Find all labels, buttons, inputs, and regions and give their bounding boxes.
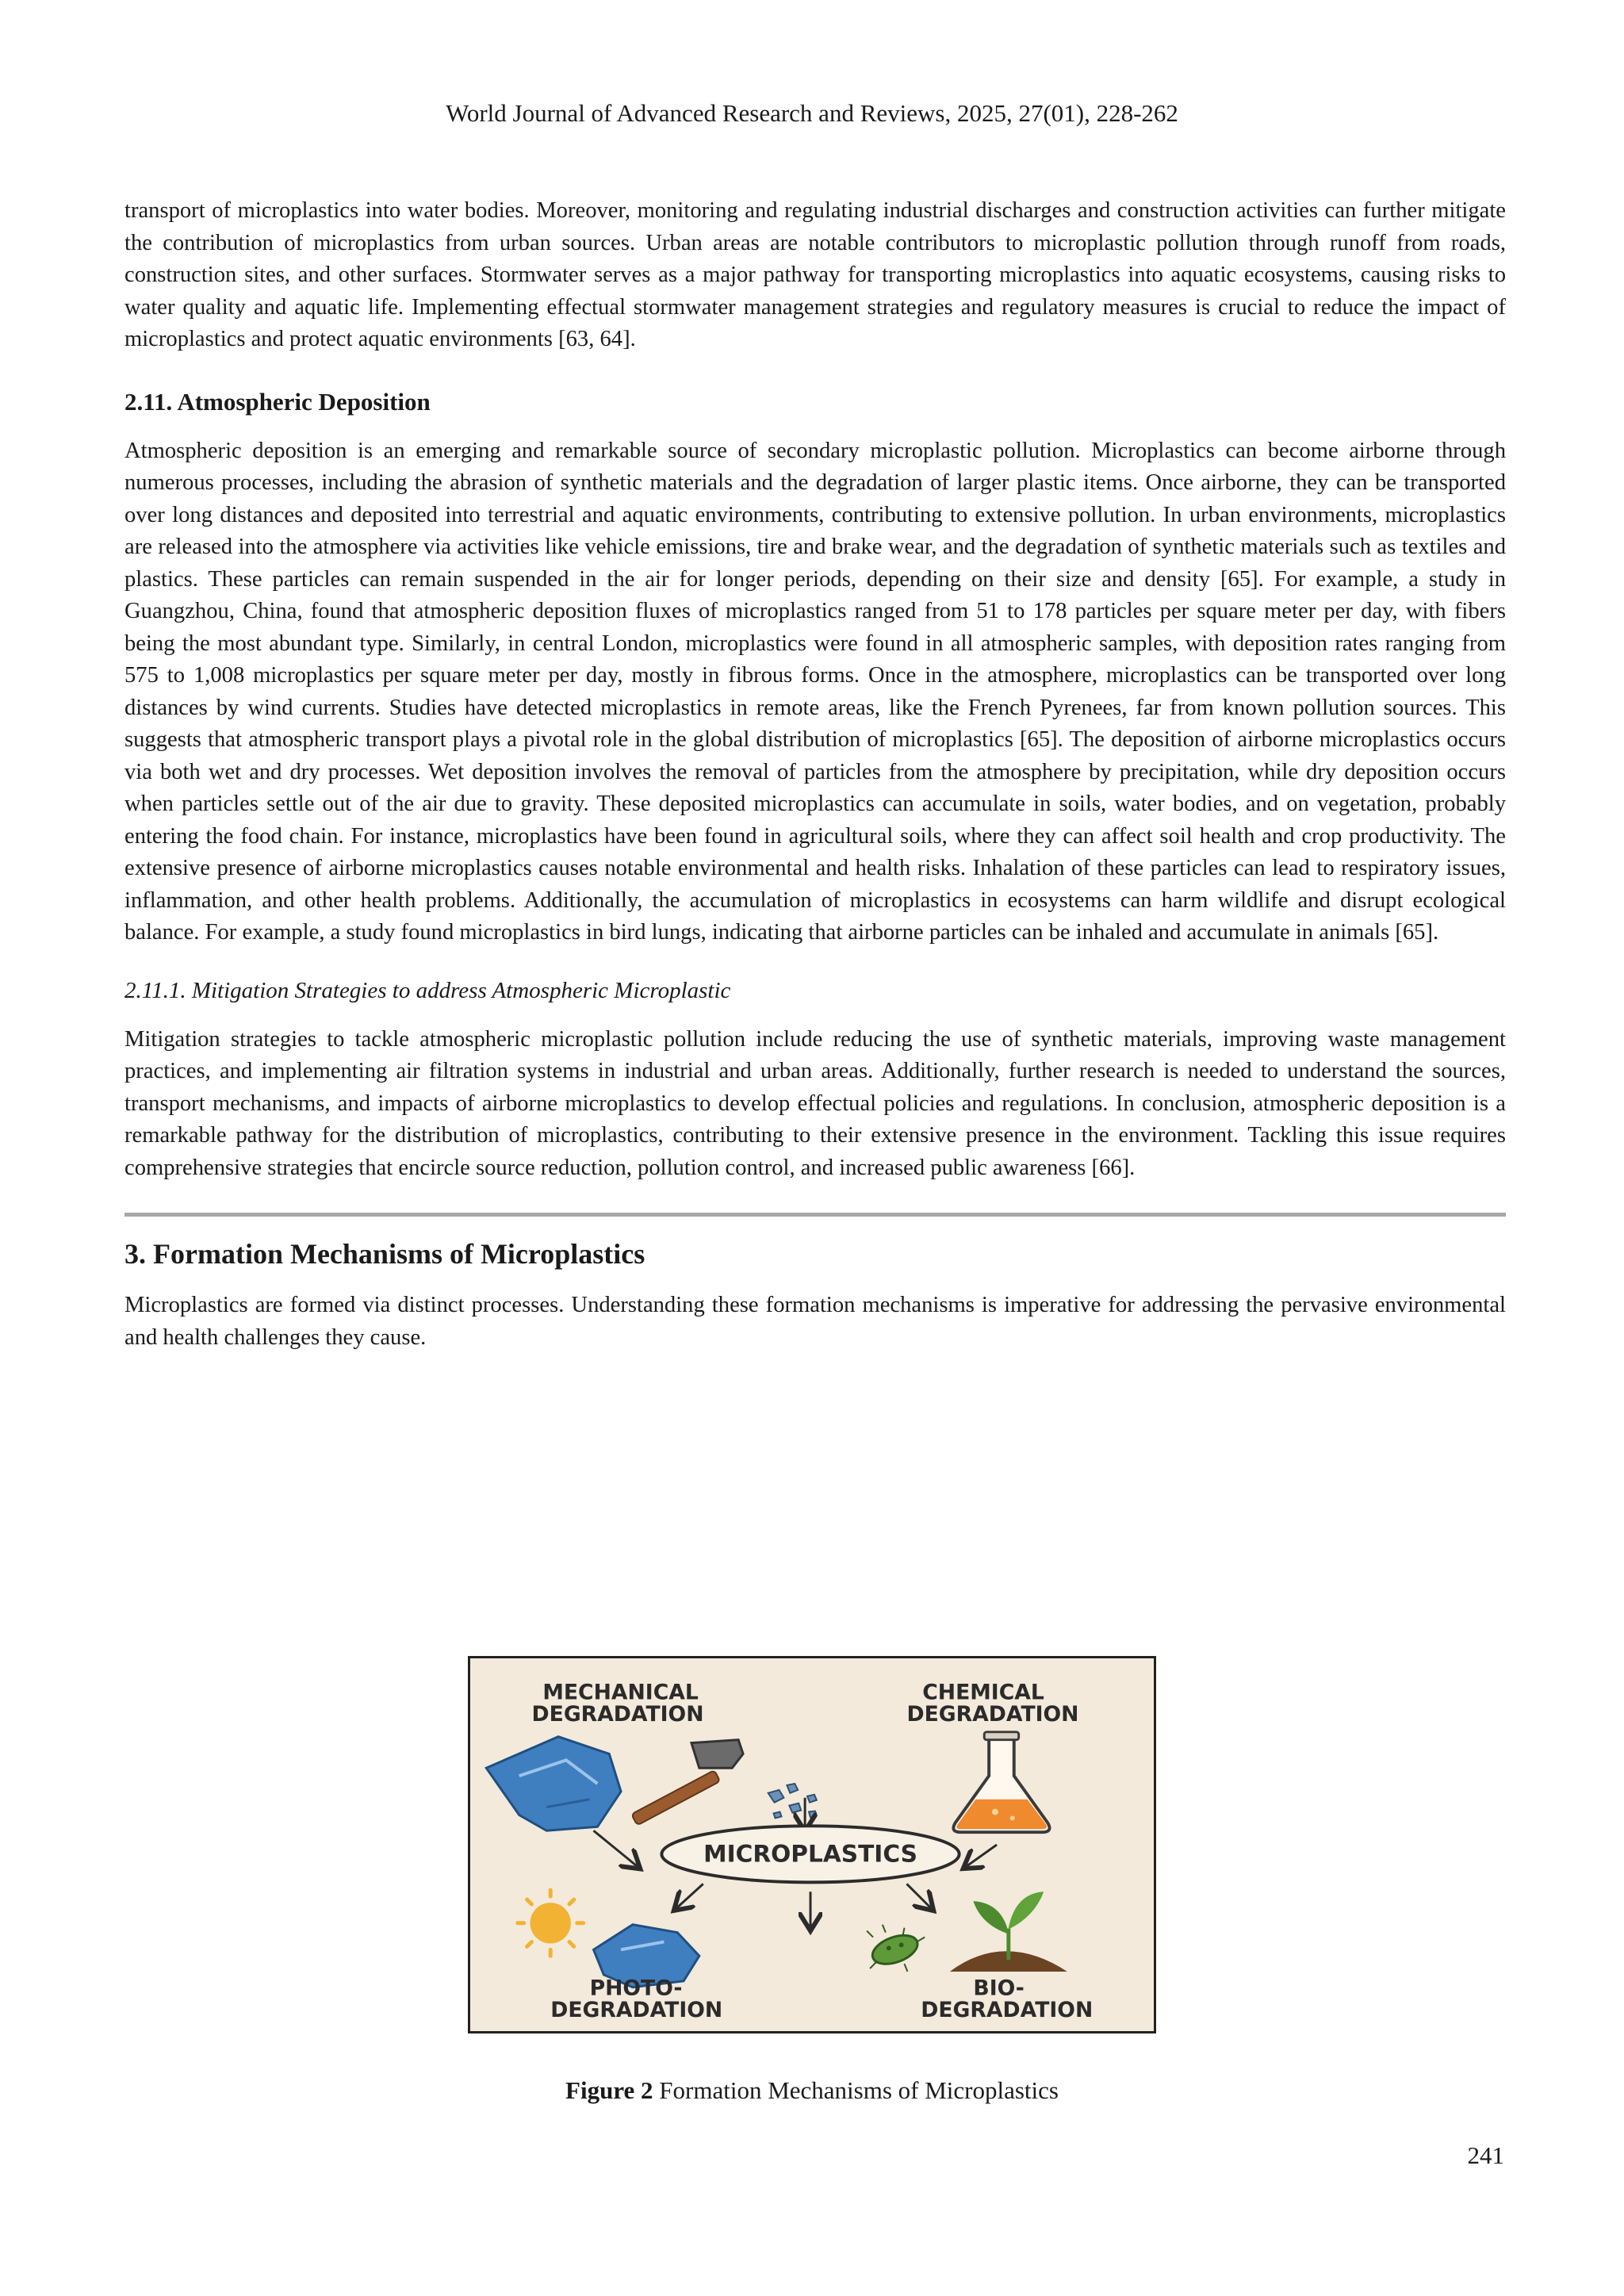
label-photo-line1: PHOTO- [589,1976,683,2001]
section-divider [124,1213,1506,1217]
journal-header: World Journal of Advanced Research and Reviews, 2025, 27(01), 228-262 [446,99,1178,127]
paragraph-atmospheric-deposition: Atmospheric deposition is an emerging and remarkable source of secondary microplastic pollution. Microplastics can become airborne through numerous processes, including the abrasion of synthetic materials and the degradation of larger plastic items. Once airborne, they can be transported over long distances and deposited into terrestrial and aquatic environments, contributing to extensive pollution. In urban environments, microplastics are released into the atmosphere via activities like vehicle emissions, tire and brake wear, and the degradation of synthetic materials such as textiles and plastics. These particles can remain suspended in the air for longer periods, depending on their size and density [65]. For example, a study in Guangzhou, China, found that atmospheric deposition fluxes of microplastics ranged from 51 to 178 particles per square meter per day, with fibers being the most abundant type. Similarly, in central London, microplastics were found in all atmospheric samples, with deposition rates ranging from 575 to 1,008 microplastics per square meter per day, mostly in fibrous forms. Once in the atmosphere, microplastics can be transported over long distances by wind currents. Studies have detected microplastics in remote areas, like the French Pyrenees, far from known pollution sources. This suggests that atmospheric transport plays a pivotal role in the global distribution of microplastics [65]. The deposition of airborne microplastics occurs via both wet and dry processes. Wet deposition involves the removal of particles from the atmosphere by precipitation, while dry deposition occurs when particles settle out of the air due to gravity. These deposited microplastics can accumulate in soils, water bodies, and on vegetation, probably entering the food chain. For instance, microplastics have been found in agricultural soils, where they can affect soil health and crop productivity. The extensive presence of airborne microplastics causes notable environmental and health risks. Inhalation of these particles can lead to respiratory issues, inflammation, and other health problems. Additionally, the accumulation of microplastics in ecosystems can harm wildlife and disrupt ecological balance. For example, a study found microplastics in bird lungs, indicating that airborne particles can be inhaled and accumulate in animals [65]. [124,438,1506,945]
figure-formation-mechanisms [468,1656,1156,2033]
figure-caption-label: Figure 2 [565,2076,653,2104]
page-number: 241 [1467,2141,1504,2169]
figure-caption [0,2076,1624,2105]
section-heading-2-11: 2.11. Atmospheric Deposition [124,387,431,416]
plastic-sheet-icon [486,1737,621,1830]
label-chemical-line1: CHEMICAL [922,1680,1044,1705]
section-heading-3: 3. Formation Mechanisms of Microplastics [124,1238,645,1270]
sun-icon [518,1890,584,1956]
flask-icon [953,1732,1049,1832]
arrow-mechanical [594,1830,637,1865]
label-photo-line2: DEGRADATION [550,1998,723,2023]
label-mechanical-line1: MECHANICAL [542,1680,699,1705]
arrow-bio [906,1884,930,1907]
hammer-icon [631,1740,743,1826]
figure-caption-text: Formation Mechanisms of Microplastics [659,2076,1059,2104]
sprout-icon [950,1892,1067,1972]
label-bio-line1: BIO- [973,1976,1025,2001]
article-body [124,195,1506,1354]
label-mechanical-line2: DEGRADATION [531,1701,704,1727]
bacterium-icon [867,1925,925,1972]
label-bio-line2: DEGRADATION [921,1998,1094,2023]
label-chemical-line2: DEGRADATION [906,1701,1079,1727]
paragraph-mitigation: Mitigation strategies to tackle atmospheric microplastic pollution include reducing the use of synthetic materials, improving waste management practices, and implementing air filtration systems in industrial and urban areas. Additionally, further research is needed to understand the sources, transport mechanisms, and impacts of airborne microplastics to develop effectual policies and regulations. In conclusion, atmospheric deposition is a remarkable pathway for the distribution of microplastics, contributing to their extensive presence in the environment. Tackling this issue requires comprehensive strategies that encircle source reduction, pollution control, and increased public awareness [66]. [124,1026,1506,1180]
label-microplastics: MICROPLASTICS [703,1840,917,1868]
paragraph-formation-intro: Microplastics are formed via distinct processes. Understanding these formation mechanisms is imperative for addressing the pervasive environmental and health challenges they cause. [124,1293,1506,1350]
arrow-chemical [967,1845,998,1866]
paragraph-intro: transport of microplastics into water bodies. Moreover, monitoring and regulating industrial discharges and construction activities can further mitigate the contribution of microplastics from urban sources. Urban areas are notable contributors to microplastic pollution through runoff from roads, construction sites, and other surfaces. Stormwater serves as a major pathway for transporting microplastics into aquatic ecosystems, causing risks to water quality and aquatic life. Implementing effectual stormwater management strategies and regulatory measures is crucial to reduce the impact of microplastics and protect aquatic environments [63, 64]. [124,198,1506,351]
arrow-photo [677,1884,703,1907]
subsection-heading-2-11-1: 2.11.1. Mitigation Strategies to address Atmospheric Microplastic [124,977,731,1003]
plastic-fragments-icon [768,1784,817,1818]
